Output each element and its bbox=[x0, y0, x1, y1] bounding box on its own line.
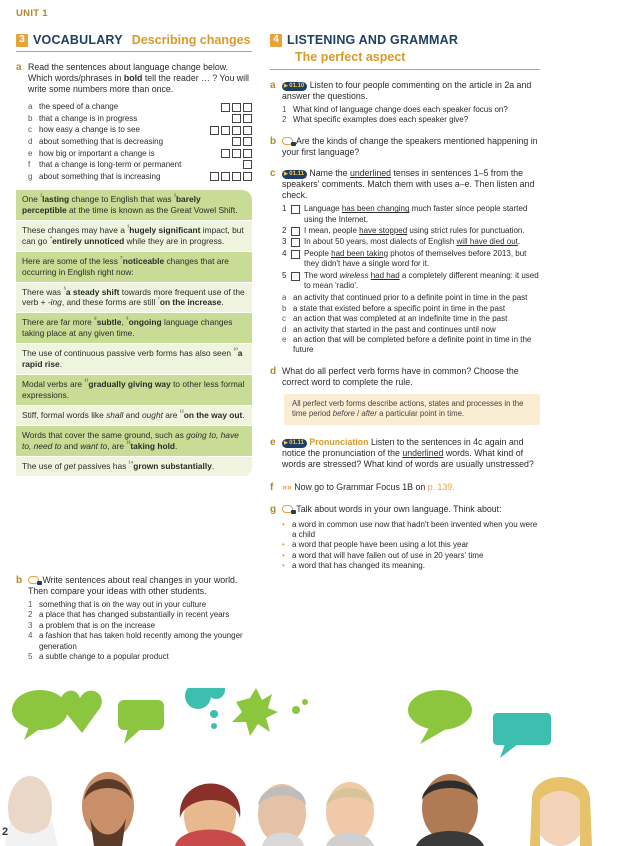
vocabulary-section bbox=[16, 33, 252, 182]
item-text: a word in common use now that hadn't been invented when you were a child bbox=[292, 519, 538, 539]
item-letter: e bbox=[282, 334, 287, 344]
exercise-letter: b bbox=[16, 575, 23, 586]
answer-box[interactable] bbox=[243, 114, 252, 123]
item-letter: a bbox=[282, 293, 287, 303]
audio-track-badge[interactable]: ▶ 01.11 bbox=[282, 439, 307, 449]
article-sentence: One $^{^1}$lasting change to English that was $^{^2}$barely perceptible at the time is known as the Great Vowel Shift. bbox=[16, 190, 252, 221]
exercise-a bbox=[270, 80, 540, 102]
star-bubble bbox=[232, 688, 278, 736]
article-sentence: Stiff, formal words like shall and ought are $^{^{12}}$on the way out. bbox=[16, 406, 252, 426]
item-number: 1 bbox=[282, 104, 287, 114]
article-sentence: There was $^{^6}$a steady shift towards more frequent use of the verb + -ing, and these forms are still $^{^7}$on the increase. bbox=[16, 283, 252, 314]
listening-section bbox=[270, 33, 540, 571]
answer-box[interactable] bbox=[232, 103, 241, 112]
exercise-a bbox=[16, 62, 252, 95]
list-item bbox=[28, 124, 252, 136]
bullet-icon: • bbox=[282, 540, 285, 550]
exercise-instruction: Listen to four people commenting on the article in 2a and answer the questions. bbox=[282, 79, 532, 101]
section-number: 3 bbox=[16, 34, 28, 47]
list-item bbox=[282, 520, 540, 541]
speech-bubble bbox=[118, 700, 164, 730]
article-sentence: These changes may have a $^{^3}$hugely significant impact, but can go $^{^4}$entirely unnoticed while they are in progress. bbox=[16, 221, 252, 252]
item-text: a word that has changed its meaning. bbox=[292, 561, 425, 571]
item-text: What kind of language change does each speaker focus on? bbox=[293, 104, 508, 114]
list-item bbox=[28, 101, 252, 113]
article-sentence: The use of get passives has $^{^{14}}$grown substantially. bbox=[16, 457, 252, 477]
list-item bbox=[282, 304, 540, 314]
list-item: 2 I mean, people have stopped using strict rules for punctuation. bbox=[282, 225, 525, 235]
section-title: VOCABULARY bbox=[33, 33, 123, 47]
item-text: a subtle change to a popular product bbox=[39, 651, 169, 661]
list-item bbox=[28, 610, 252, 620]
article-sentence: Here are some of the less $^{^5}$noticeable changes that are occurring in English right now: bbox=[16, 252, 252, 283]
answer-box[interactable] bbox=[291, 238, 300, 247]
article-sentence: There are far more $^{^8}$subtle, $^{^9}$ongoing language changes taking place at any given time. bbox=[16, 313, 252, 344]
article-sentence: The use of continuous passive verb forms has also seen $^{^{10}}$a rapid rise. bbox=[16, 344, 252, 375]
exercise-c: c ▶ 01.11 Name the underlined tenses in sentences 1–5 from the speakers' comments. Match them with uses a–e. Then listen and check. bbox=[270, 168, 540, 201]
answer-box[interactable] bbox=[243, 149, 252, 158]
listening-heading bbox=[270, 33, 540, 66]
exercise-letter: e bbox=[270, 436, 276, 448]
item-number: 2 bbox=[28, 610, 33, 620]
exercise-b-list bbox=[16, 600, 252, 662]
item-letter: b bbox=[282, 303, 287, 313]
item-number: 5 bbox=[28, 651, 33, 661]
item-letter: e bbox=[28, 148, 33, 158]
item-letter: c bbox=[28, 125, 32, 135]
heading-rule bbox=[270, 69, 540, 70]
exercise-a-list bbox=[270, 105, 540, 126]
item-text: an activity that started in the past and continues until now bbox=[293, 324, 496, 334]
item-text: a fashion that has taken hold recently among the younger generation bbox=[39, 631, 243, 651]
item-letter: d bbox=[282, 324, 287, 334]
answer-box[interactable] bbox=[232, 137, 241, 146]
grammar-rule-box: All perfect verb forms describe actions, states and processes in the time period before / after a particular point in time. bbox=[284, 394, 540, 425]
exercise-g: g Talk about words in your own language. Think about: bbox=[270, 504, 502, 516]
answer-box[interactable] bbox=[210, 172, 219, 181]
item-letter: c bbox=[282, 314, 286, 324]
item-number: 1 bbox=[28, 599, 33, 609]
list-item bbox=[282, 551, 540, 561]
answer-box[interactable] bbox=[232, 172, 241, 181]
item-text: an action that will be completed before a definite point in time in the future bbox=[293, 334, 532, 355]
speech-bubble bbox=[493, 713, 551, 745]
answer-box[interactable] bbox=[243, 103, 252, 112]
exercise-letter: d bbox=[270, 365, 277, 377]
list-item bbox=[282, 293, 540, 303]
item-text: the speed of a change bbox=[39, 102, 119, 112]
list-item bbox=[28, 148, 252, 160]
item-text: a problem that is on the increase bbox=[39, 620, 156, 630]
list-item: 1 Language has been changing much faster since people started using the Internet. bbox=[282, 204, 528, 224]
exercise-c-uses bbox=[270, 293, 540, 355]
item-text: how big or important a change is bbox=[39, 148, 155, 158]
speech-bubble bbox=[408, 690, 472, 730]
answer-box[interactable] bbox=[243, 126, 252, 135]
answer-box[interactable] bbox=[243, 172, 252, 181]
item-text: about something that is increasing bbox=[39, 171, 161, 181]
answer-box[interactable] bbox=[232, 126, 241, 135]
list-item bbox=[28, 136, 252, 148]
list-item bbox=[28, 621, 252, 631]
bullet-icon: • bbox=[282, 561, 285, 571]
list-item bbox=[28, 171, 252, 183]
list-item bbox=[28, 600, 252, 610]
unit-label: UNIT 1 bbox=[16, 8, 48, 19]
heading-rule bbox=[16, 51, 252, 52]
section-number: 4 bbox=[270, 34, 282, 47]
article-sentence: Modal verbs are $^{^{11}}$gradually giving way to other less formal expressions. bbox=[16, 375, 252, 406]
page-number: 2 bbox=[2, 826, 9, 838]
answer-box[interactable] bbox=[291, 205, 300, 214]
item-text: that a change is in progress bbox=[39, 113, 138, 123]
list-item bbox=[282, 105, 540, 115]
item-letter: a bbox=[28, 102, 33, 112]
exercise-letter: f bbox=[270, 482, 274, 494]
exercise-letter: a bbox=[16, 62, 22, 74]
bullet-icon: • bbox=[282, 519, 285, 529]
exercise-letter: a bbox=[270, 79, 276, 91]
answer-box[interactable] bbox=[291, 250, 300, 259]
exercise-f: f »» Now go to Grammar Focus 1B on p. 139. bbox=[270, 482, 455, 494]
exercise-instruction: What do all perfect verb forms have in common? Choose the correct word to complete the rule. bbox=[282, 365, 519, 387]
item-text: What specific examples does each speaker give? bbox=[293, 115, 469, 125]
answer-box[interactable] bbox=[243, 137, 252, 146]
answer-boxes bbox=[232, 114, 252, 123]
exercise-letter: g bbox=[270, 504, 277, 516]
exercise-instruction: Write sentences about real changes in your world. Then compare your ideas with other students. bbox=[28, 575, 238, 596]
people-speech-bubbles-illustration bbox=[0, 688, 633, 846]
answer-boxes bbox=[221, 149, 252, 158]
answer-box[interactable] bbox=[221, 172, 230, 181]
list-item: 5 The word wireless had had a completely different meaning: it used to mean 'radio'. bbox=[282, 270, 539, 290]
item-text: an activity that continued prior to a definite point in time in the past bbox=[293, 293, 528, 303]
list-item bbox=[28, 159, 252, 171]
list-item bbox=[282, 561, 540, 571]
list-item bbox=[282, 115, 540, 125]
exercise-letter: c bbox=[270, 167, 276, 179]
section-title: LISTENING AND GRAMMAR bbox=[287, 33, 459, 47]
page-link[interactable]: p. 139. bbox=[427, 482, 455, 493]
item-letter: g bbox=[28, 171, 33, 181]
article-sentence: Words that cover the same ground, such as going to, have to, need to and want to, are $^{^{13}}$taking hold. bbox=[16, 426, 252, 457]
exercise-c-sentences bbox=[270, 204, 540, 291]
section-subtitle: The perfect aspect bbox=[295, 50, 406, 65]
answer-box[interactable] bbox=[291, 272, 300, 281]
list-item bbox=[28, 631, 252, 652]
item-text: something that is on the way out in your culture bbox=[39, 599, 207, 609]
exercise-letter: b bbox=[270, 135, 277, 147]
bullet-icon: • bbox=[282, 550, 285, 560]
item-text: a state that existed before a specific point in time in the past bbox=[293, 303, 506, 313]
answer-box[interactable] bbox=[232, 149, 241, 158]
audio-track-badge[interactable]: ▶ 01.11 bbox=[282, 170, 307, 180]
list-item bbox=[282, 325, 540, 335]
exercise-instruction: Read the sentences about language change below. Which words/phrases in bold tell the reader … ? You will write some numbers more than once. bbox=[28, 62, 250, 95]
exercise-d bbox=[270, 366, 540, 388]
speech-bubble bbox=[12, 690, 68, 730]
item-text: that a change is long-term or permanent bbox=[39, 160, 182, 170]
exercise-g-list bbox=[270, 520, 540, 572]
answer-boxes bbox=[232, 137, 252, 146]
item-letter: b bbox=[28, 113, 33, 123]
item-text: a word that will have fallen out of use in 20 years' time bbox=[292, 550, 484, 560]
exercise-b bbox=[270, 136, 540, 158]
answer-boxes bbox=[210, 172, 252, 181]
speech-bubble-icon bbox=[28, 576, 39, 584]
answer-boxes bbox=[210, 126, 252, 135]
list-item: 4 People had been taking photos of themselves before 2013, but they didn't have a single word for it. bbox=[282, 248, 527, 269]
list-item bbox=[282, 335, 540, 356]
article-panel bbox=[16, 190, 252, 477]
vocabulary-heading bbox=[16, 33, 252, 48]
answer-box[interactable] bbox=[291, 227, 300, 236]
item-letter: f bbox=[28, 160, 31, 170]
list-item bbox=[282, 314, 540, 324]
item-text: how easy a change is to see bbox=[39, 125, 140, 135]
item-text: a word that people have been using a lot this year bbox=[292, 540, 469, 550]
answer-box[interactable] bbox=[221, 126, 230, 135]
answer-box[interactable] bbox=[232, 114, 241, 123]
list-item: 3 In about 50 years, most dialects of English will have died out. bbox=[282, 237, 521, 247]
item-text: an action that was completed at an indefinite time in the past bbox=[293, 314, 508, 324]
item-text: about something that is decreasing bbox=[39, 136, 164, 146]
section-subtitle: Describing changes bbox=[131, 33, 251, 47]
exercise-b bbox=[16, 575, 252, 662]
list-item bbox=[28, 113, 252, 125]
answer-box[interactable] bbox=[221, 149, 230, 158]
arrow-icon: »» bbox=[282, 482, 292, 493]
vocabulary-item-list bbox=[16, 101, 252, 182]
item-number: 2 bbox=[282, 115, 287, 125]
exercise-e: e ▶ 01.11 Pronunciation Listen to the sentences in 4c again and notice the pronunciation of the underlined words. What kind of words are stressed? What kind of words are usually unstressed? bbox=[270, 437, 540, 470]
heart-bubble bbox=[61, 691, 102, 733]
answer-box[interactable] bbox=[210, 126, 219, 135]
exercise-instruction: Are the kinds of change the speakers mentioned happening in your first language? bbox=[282, 135, 538, 157]
speech-bubble-icon bbox=[282, 137, 293, 145]
answer-box[interactable] bbox=[221, 103, 230, 112]
answer-box[interactable] bbox=[243, 160, 252, 169]
item-letter: d bbox=[28, 136, 33, 146]
answer-boxes bbox=[221, 103, 252, 112]
item-number: 3 bbox=[28, 620, 33, 630]
item-number: 4 bbox=[28, 631, 33, 641]
answer-boxes bbox=[243, 160, 252, 169]
list-item bbox=[282, 540, 540, 550]
audio-track-badge[interactable]: ▶ 01.10 bbox=[282, 82, 307, 92]
list-item bbox=[28, 652, 252, 662]
speech-bubble-icon bbox=[282, 505, 293, 513]
item-text: a place that has changed substantially in recent years bbox=[39, 610, 230, 620]
